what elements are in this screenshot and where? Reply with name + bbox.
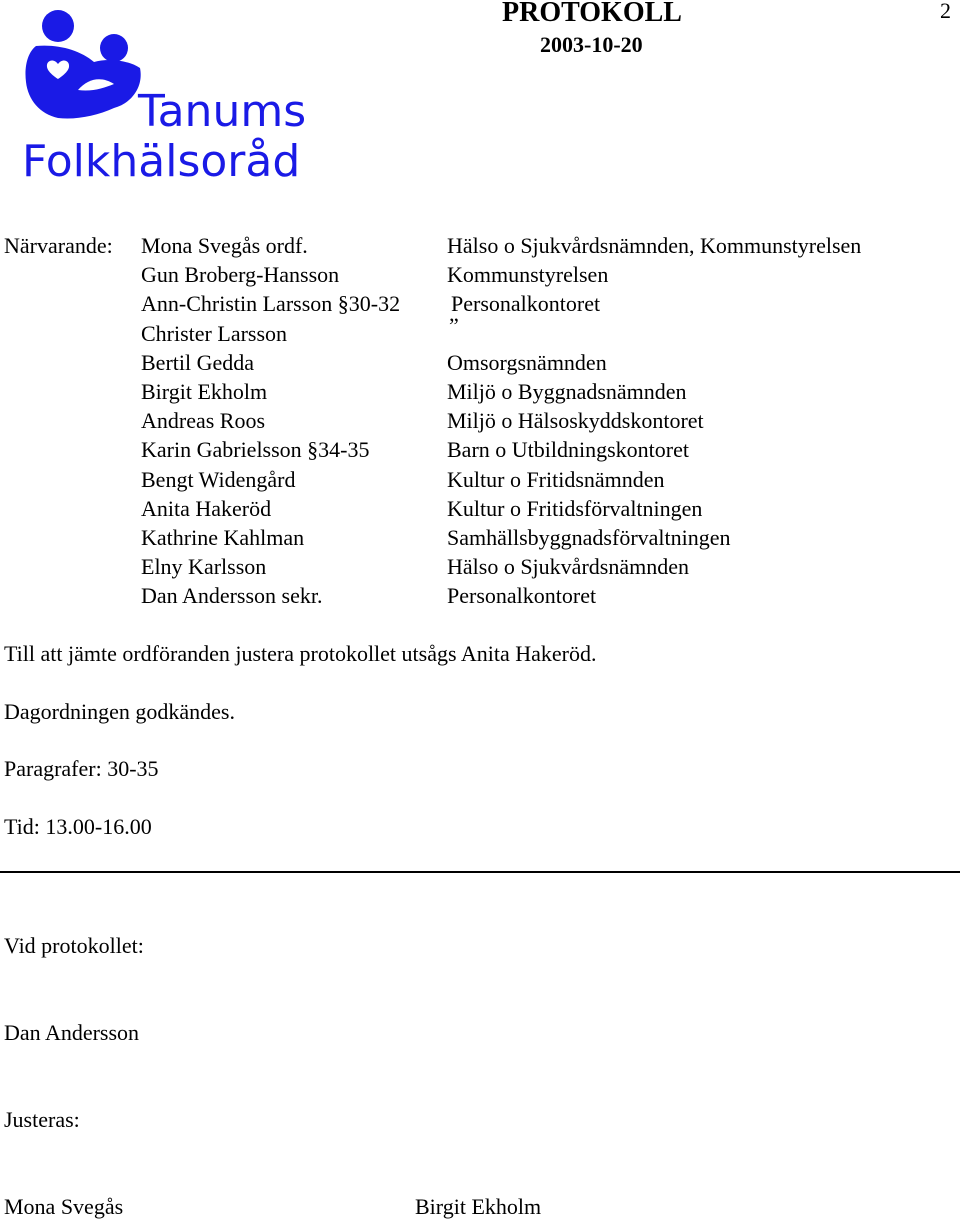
checker-1-name: Mona Svegås — [4, 1194, 124, 1219]
attendee-name: Anita Hakeröd — [141, 496, 272, 521]
attendee-name: Dan Andersson sekr. — [141, 583, 323, 608]
checked-label: Justeras: — [4, 1107, 80, 1132]
attendee-name: Birgit Ekholm — [141, 379, 268, 404]
attendance-label: Närvarande: — [4, 233, 113, 258]
attendee-name: Elny Karlsson — [141, 554, 267, 579]
attendee-department: Kultur o Fritidsförvaltningen — [447, 496, 703, 521]
logo-line-2: Folkhälsoråd — [22, 136, 301, 187]
attendee-department: Kommunstyrelsen — [447, 262, 609, 287]
attendee-name: Christer Larsson — [141, 321, 288, 346]
recorder-name: Dan Andersson — [4, 1020, 140, 1045]
organization-logo — [18, 4, 328, 194]
attendee-name: Mona Svegås ordf. — [141, 233, 308, 258]
attendee-department: ” — [449, 313, 459, 338]
time-note: Tid: 13.00-16.00 — [4, 814, 152, 839]
attendee-name: Karin Gabrielsson §34-35 — [141, 437, 370, 462]
document-title: PROTOKOLL — [502, 0, 682, 28]
page-number: 2 — [940, 0, 951, 23]
attendee-department: Kultur o Fritidsnämnden — [447, 467, 665, 492]
attendee-department: Omsorgsnämnden — [447, 350, 607, 375]
family-figures-icon — [18, 4, 158, 124]
agenda-note: Dagordningen godkändes. — [4, 699, 235, 724]
attendee-department: Barn o Utbildningskontoret — [447, 437, 689, 462]
attendee-department: Miljö o Hälsoskyddskontoret — [447, 408, 704, 433]
logo-line-1: Tanums — [138, 86, 307, 137]
attendee-department: Hälso o Sjukvårdsnämnden, Kommunstyrelsen — [447, 233, 862, 258]
attendee-name: Ann-Christin Larsson §30-32 — [141, 291, 401, 316]
attendee-department: Personalkontoret — [447, 583, 597, 608]
attendee-name: Andreas Roos — [141, 408, 266, 433]
attendee-department: Hälso o Sjukvårdsnämnden — [447, 554, 689, 579]
attendee-name: Kathrine Kahlman — [141, 525, 305, 550]
paragraphs-note: Paragrafer: 30-35 — [4, 756, 159, 781]
attendee-name: Bertil Gedda — [141, 350, 255, 375]
attendee-name: Bengt Widengård — [141, 467, 296, 492]
attendee-department: Samhällsbyggnadsförvaltningen — [447, 525, 731, 550]
attendee-name: Gun Broberg-Hansson — [141, 262, 340, 287]
horizontal-divider — [0, 871, 960, 873]
attendee-department: Miljö o Byggnadsnämnden — [447, 379, 687, 404]
attendee-department: Personalkontoret — [451, 291, 601, 316]
recorded-label: Vid protokollet: — [4, 933, 144, 958]
checker-2-name: Birgit Ekholm — [415, 1194, 542, 1219]
document-date: 2003-10-20 — [540, 32, 643, 57]
adjuster-note: Till att jämte ordföranden justera protokollet utsågs Anita Hakeröd. — [4, 641, 597, 666]
